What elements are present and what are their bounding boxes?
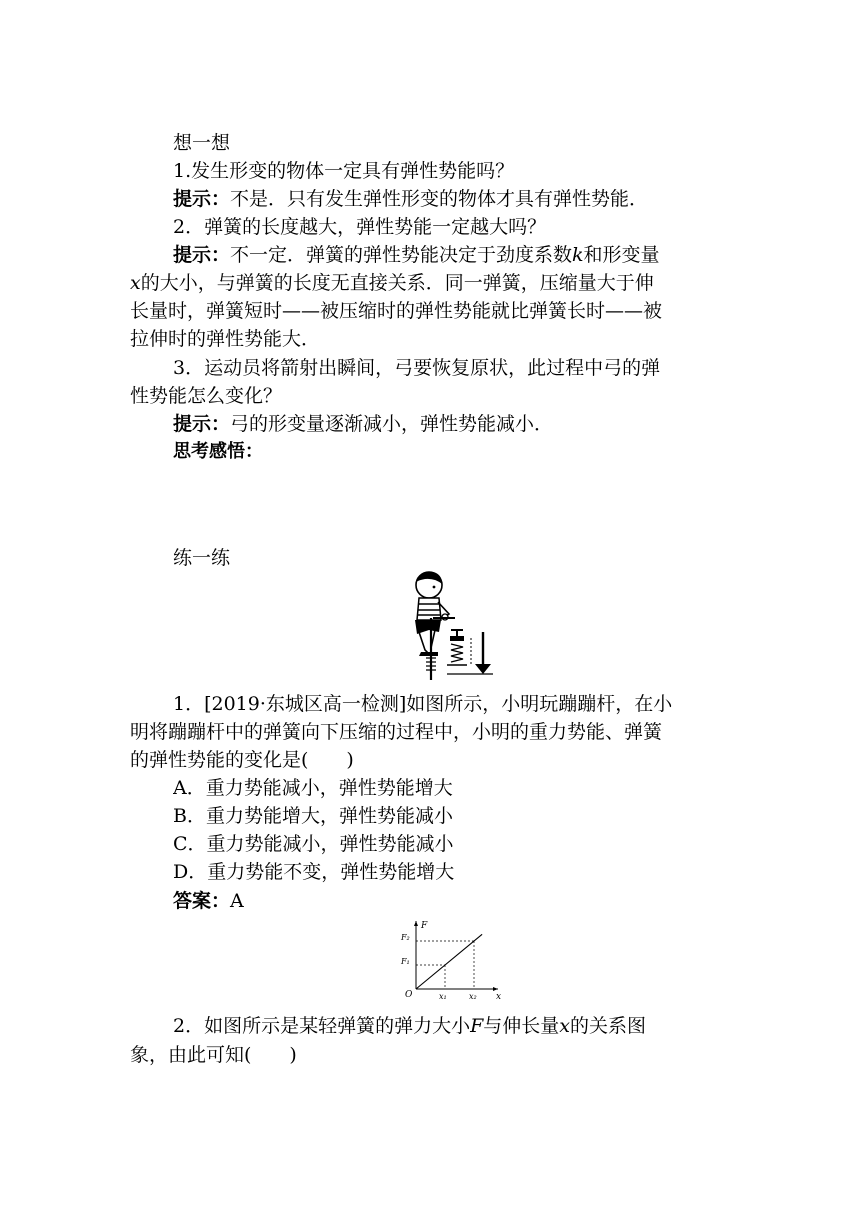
problem-2-line-1 [173,1012,730,1040]
variable-F: F [470,1015,484,1037]
answer-label: 答案： [173,890,231,912]
problem-2-text-c: 的关系图 [570,1015,647,1037]
answer-2-text-1b: 和形变量 [583,244,660,266]
answer-2-text-2: 的大小，与弹簧的长度无直接关系．同一弹簧，压缩量大于伸 [140,272,654,294]
answer-2-line-1 [173,241,730,269]
section-heading-think: 想一想 [173,132,231,154]
option-b: B．重力势能增大，弹性势能减小 [173,805,453,827]
origin-label: O [405,990,413,1000]
answer-line [173,887,730,915]
series-line [416,934,482,989]
answer-3-text: 弓的形变量逐渐减小，弹性势能减小． [230,413,554,435]
question-2: 2．弹簧的长度越大，弹性势能一定越大吗？ [173,216,547,238]
problem-1-line-2: 明将蹦蹦杆中的弹簧向下压缩的过程中，小明的重力势能、弹簧 [130,721,663,743]
tick-label-x1: x₁ [439,992,447,1001]
problem-2-text-b: 与伸长量 [483,1015,560,1037]
question-1: 1.发生形变的物体一定具有弹性势能吗？ [173,160,515,182]
answer-2-line-2 [130,269,730,297]
answer-value: A [230,890,244,912]
variable-x: x [559,1015,571,1037]
hint-label: 提示： [173,413,231,435]
hint-label: 提示： [173,244,231,266]
force-extension-graph [398,917,506,1001]
question-3-line-1: 3．运动员将箭射出瞬间，弓要恢复原状，此过程中弓的弹 [173,357,661,379]
problem-2-text-a: 2．如图所示是某轻弹簧的弹力大小 [173,1015,471,1037]
y-axis-label: F [421,921,428,931]
tick-label-F1: F₁ [401,957,410,966]
option-a: A．重力势能减小，弹性势能增大 [173,777,453,799]
option-d: D．重力势能不变，弹性势能增大 [173,861,455,883]
x-axis-arrow [493,987,498,991]
problem-1-line-3: 的弹性势能的变化是( ) [130,749,354,771]
y-axis-arrow [414,921,418,926]
variable-k: k [572,244,584,266]
answer-2-line-3: 长量时，弹簧短时——被压缩时的弹性势能就比弹簧长时——被 [130,300,663,322]
tick-label-F2: F₂ [401,933,410,942]
answer-1 [173,185,730,213]
question-3-line-2: 性势能怎么变化？ [130,385,283,407]
answer-2-text-1: 不一定．弹簧的弹性势能决定于劲度系数 [230,244,573,266]
variable-x: x [130,272,141,294]
answer-2-line-4: 拉伸时的弹性势能大． [130,328,321,350]
pogo-stick-boy-illustration [395,568,495,682]
section-heading-practice: 练一练 [173,547,231,569]
option-c: C．重力势能减小，弹性势能减小 [173,833,454,855]
problem-1-line-1: 1．[2019·东城区高一检测]如图所示，小明玩蹦蹦杆，在小 [173,693,673,715]
reflection-label: 思考感悟： [173,441,263,462]
answer-1-text: 不是．只有发生弹性形变的物体才具有弹性势能． [230,188,649,210]
tick-label-x2: x₂ [469,992,477,1001]
answer-3 [173,410,730,438]
hint-label: 提示： [173,188,231,210]
x-axis-label: x [496,992,502,1001]
problem-2-line-2: 象，由此可知( ) [130,1044,297,1066]
